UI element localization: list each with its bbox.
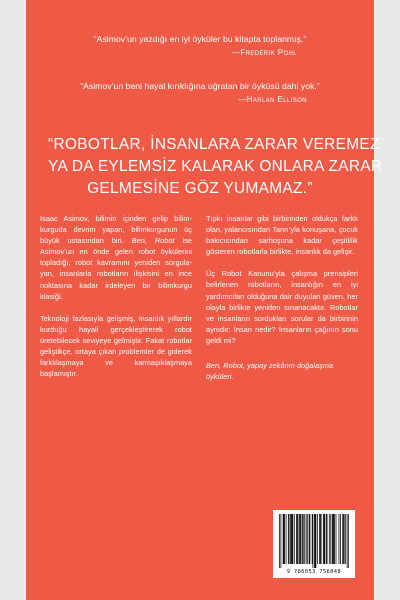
barcode-bar — [307, 514, 308, 564]
barcode-bar — [300, 514, 301, 564]
blurb-text: Isaac Asimov, bilimin içinden gelip bilimkurguda devrim yapan, bilimkurgunun üç büyük ustasından biri. — [40, 214, 192, 246]
barcode-bar — [303, 514, 304, 564]
quote-author: —Harlan Ellison — [238, 95, 307, 104]
book-title-inline: Ben, Robot — [131, 236, 175, 246]
barcode-bar — [291, 514, 292, 564]
barcode-bar — [320, 514, 321, 564]
barcode-bar — [288, 514, 289, 564]
barcode-bar — [336, 514, 337, 564]
blurb-paragraph — [40, 213, 192, 302]
barcode-bar — [315, 514, 316, 568]
headline-line-2: YA DA EYLEMSİZ KALARAK ONLARA ZARAR — [48, 158, 383, 175]
quote-author: —Frederik Pohl — [231, 48, 297, 57]
barcode-bars — [279, 514, 349, 568]
tagline: Ben, Robot, yapay zekânın doğalaşma öyküleri. — [206, 361, 334, 382]
blurb-right-column — [206, 213, 358, 393]
barcode-bar — [286, 514, 287, 564]
quote-text: “Asimov’un yazdığı en iyi öyküler bu kitapta toplanmış.” — [93, 34, 307, 44]
barcode-bar — [280, 514, 281, 568]
barcode-bar — [324, 514, 325, 564]
blurb-paragraph: Üç Robot Kanunu’yla çalışma prensipleri belirlenen robotların, insanlığın en iyi yardımcıları olduğuna dair duyulan güven, her olayla birlikte yeniden sınanacaktır. Robotlar ve insanların sordukları sorular da birbirinin aynıdır: İnsan nedir? İnsanların çağının sonu geldi mi? — [206, 269, 358, 345]
barcode-bar — [283, 514, 284, 564]
barcode-bar — [332, 514, 333, 564]
blurb-text: ise Asimov’un en önde gelen robot öykülerini topladığı, robot kavramını yeniden sorgulayan, insanlarla robotların ilişkisini en ince noktasına kadar irdeleyen bir bilimkurgu klasiği. — [40, 236, 193, 301]
headline-line-1: “ROBOTLAR, İNSANLARA ZARAR VEREMEZ — [48, 136, 380, 153]
blurb-paragraph: Tıpkı insanlar gibi birbirinden oldukça farklı olan, yalancısından Tanrı’yla konuşana, çocuk bakıcısından sarhoşuna kadar çeşitlilik gösteren robotlarla birlikte, insanlık da gelişir. — [206, 214, 358, 257]
endorsement-quote-ellison — [26, 80, 374, 106]
barcode-bar — [315, 514, 316, 568]
barcode-bar — [330, 514, 331, 564]
barcode-bar — [279, 514, 280, 568]
barcode-bar — [340, 514, 341, 564]
robot-law-headline — [48, 134, 383, 200]
barcode-bar — [299, 514, 300, 564]
barcode-bar — [302, 514, 303, 564]
barcode-bar — [348, 514, 349, 568]
endorsement-quote-pohl — [26, 33, 374, 59]
headline-line-3: GELMESİNE GÖZ YUMAMAZ.” — [87, 180, 313, 197]
isbn-barcode — [273, 510, 355, 578]
barcode-bar — [319, 514, 320, 564]
barcode-bar — [324, 514, 325, 564]
barcode-bar — [321, 514, 322, 564]
barcode-bar — [289, 514, 290, 564]
barcode-bar — [297, 514, 298, 564]
isbn-digits: 9 786053 756048 — [286, 569, 342, 575]
barcode-bar — [294, 514, 295, 564]
barcode-bar — [334, 514, 335, 564]
barcode-bar — [314, 514, 315, 568]
barcode-bar — [323, 514, 324, 564]
barcode-bar — [304, 514, 305, 564]
barcode-bar — [309, 514, 310, 564]
barcode-bar — [317, 514, 318, 564]
barcode-bar — [326, 514, 327, 564]
barcode-bar — [290, 514, 291, 564]
barcode-bar — [329, 514, 330, 564]
barcode-bar — [327, 514, 328, 564]
barcode-bar — [310, 514, 311, 564]
barcode-bar — [344, 514, 345, 564]
barcode-bar — [339, 514, 340, 564]
barcode-bar — [306, 514, 307, 564]
barcode-bar — [345, 514, 346, 564]
barcode-bar — [292, 514, 293, 564]
barcode-bar — [313, 514, 314, 568]
barcode-bar — [312, 514, 313, 564]
blurb-left-column — [40, 213, 192, 390]
quote-text: “Asimov’un beni hayal kırıklığına uğratan bir öyküsü dahi yok.” — [80, 81, 320, 91]
barcode-bar — [343, 514, 344, 564]
blurb-paragraph: Teknoloji fazlasıyla gelişmiş, insanlık yıllardır kurduğu hayali gerçekleştirerek robot üretebilecek seviyeye gelmiştir. Fakat robotlar geliştikçe, ortaya çıkan problemler de giderek farklılaşmaya ve karmaşıklaşmaya başlamıştır. — [40, 313, 192, 379]
barcode-bar — [298, 514, 299, 564]
barcode-bar — [301, 514, 302, 564]
barcode-bar — [283, 514, 284, 564]
barcode-bar — [296, 514, 297, 564]
barcode-bar — [284, 514, 285, 564]
barcode-bar — [347, 514, 348, 568]
book-back-cover — [26, 0, 383, 600]
barcode-bar — [333, 514, 334, 564]
barcode-bar — [292, 514, 293, 564]
barcode-bar — [342, 514, 343, 564]
barcode-bar — [333, 514, 334, 564]
